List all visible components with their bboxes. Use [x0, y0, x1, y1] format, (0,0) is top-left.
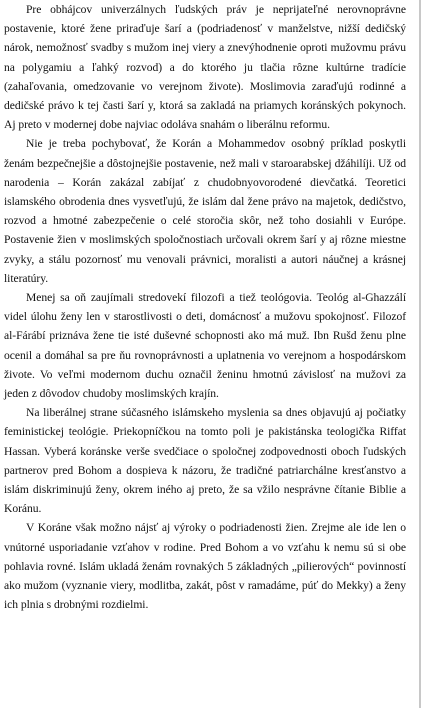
paragraph-3: Menej sa oň zaujímali stredovekí filozofi a tiež teológovia. Teológ al-Ghazzálí videl úlohu ženy len v starostlivosti o deti, domácnosť a mužovu spokojnosť. Filozof al-Fárábí priznáva žene tie isté duševné schopnosti ako má muž. Ibn Rušd ženu plne ocenil a domáhal sa pre ňu rovnoprávnosti a uplatnenia vo verejnom a hospodárskom živote. Vo veľmi modernom duchu označil ženinu hmotnú závislosť na mužovi za jeden z dôvodov chudoby moslimských krajín. [4, 291, 406, 401]
paragraph-5: V Koráne však možno nájsť aj výroky o podriadenosti žien. Zrejme ale ide len o vnútorné usporiadanie vzťahov v rodine. Pred Bohom a vo vzťahu k nemu sú si obe pohlavia rovné. Islám ukladá ženám rovnakých 5 základných „pilierových“ povinností ako mužom (vyznanie viery, modlitba, zakát, pôst v ramadáme, púť do Mekky) a ženy ich plnia s drobnými rozdielmi. [4, 521, 406, 612]
paragraph-2: Nie je treba pochybovať, že Korán a Mohammedov osobný príklad poskytli ženám bezpečnejšie a dôstojnejšie postavenie, než mali v staroarabskej džáhilíji. Už od narodenia – Korán zakázal zabíjať z chudobnyovorodené dievčatká. Teoretici islamského obrodenia dnes vysvetľujú, že islám dal žene právo na majetok, dedičstvo, rozvod a hmotné zabezpečenie o celé storočia skôr, než toho dosiahli v Európe. Postavenie žien v moslimských spoločnostiach určovali okrem šarí y aj rôzne miestne zvyky, a stálu pozornosť mu venovali právnici, moralisti a autori náučnej a krásnej literatúry. [4, 137, 406, 285]
page-margin-line [419, 0, 420, 708]
document-body[interactable] [4, 0, 406, 615]
paragraph-4: Na liberálnej strane súčasného islámskeho myslenia sa dnes objavujú aj počiatky feministickej teológie. Priekopníčkou na tomto poli je pakistánska teologička Riffat Hassan. Vyberá koránske verše svedčiace o spoločnej zodpovednosti oboch ľudských partnerov pred Bohom a dospieva k názoru, že tradičné patriarchálne kresťanstvo a islám diskriminujú ženy, okrem iného aj preto, že sa vžilo nesprávne čítanie Biblie a Koránu. [4, 406, 406, 516]
paragraph-1: Pre obhájcov univerzálnych ľudských práv je neprijateľné nerovnoprávne postavenie, ktoré žene priraďuje šarí a (podriadenosť v manželstve, nižší dedičský nárok, nemožnosť svadby s mužom inej viery a znevýhodnenie oproti mužovmu právu na polygamiu a ľahký rozvod) a do ktorého ju tlačia rôzne kultúrne tradície (zahaľovania, omedzovanie vo verejnom živote). Moslimovia zaraďujú rodinné a dedičské právo k tej časti šarí y, ktorá sa zakladá na priamych koránských pokynoch. Aj preto v modernej dobe najviac odoláva snahám o liberálnu reformu. [4, 3, 406, 132]
